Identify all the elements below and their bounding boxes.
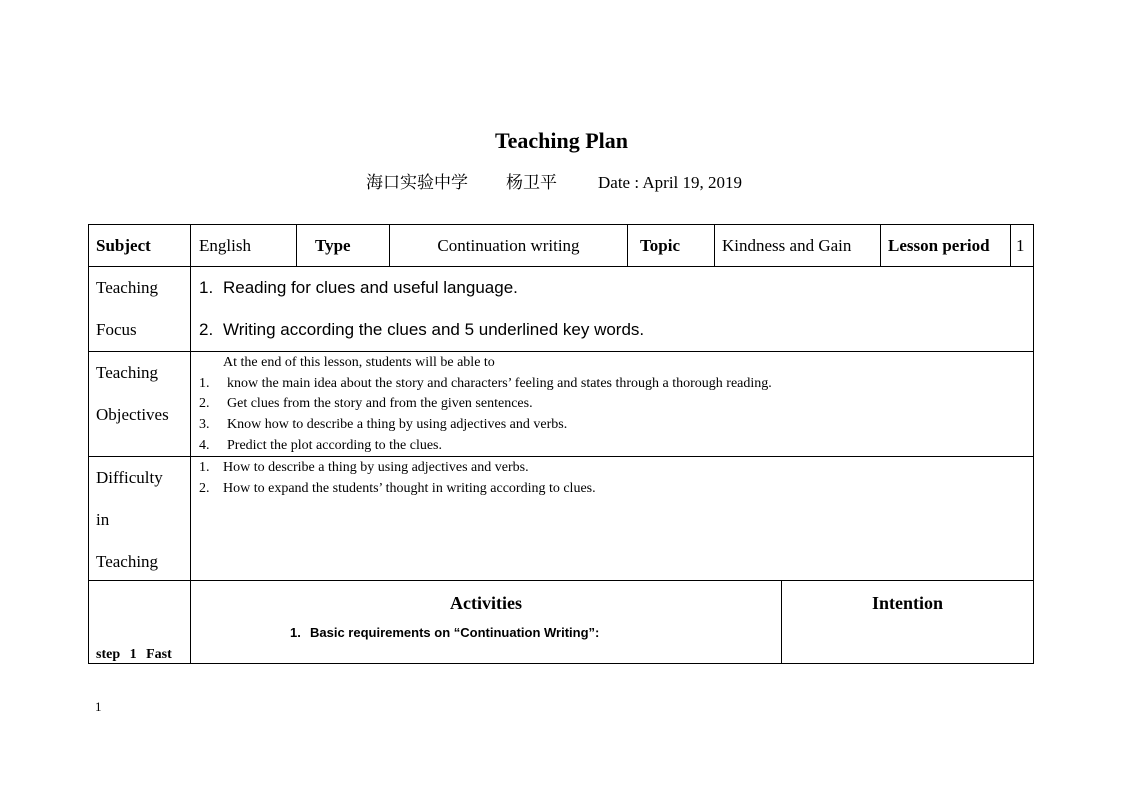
lesson-period-value: 1 — [1011, 225, 1034, 267]
item-number: 1. — [199, 460, 210, 475]
page-number: 1 — [95, 699, 102, 714]
list-item — [199, 479, 1033, 500]
label-line: Teaching — [96, 552, 159, 571]
teaching-focus-content — [191, 267, 1034, 352]
list-item — [199, 309, 1033, 351]
item-text: Basic requirements on “Continuation Writing”: — [310, 625, 600, 640]
activity-item — [290, 624, 599, 642]
objectives-intro: At the end of this lesson, students will be able to — [223, 355, 495, 370]
subject-value: English — [191, 225, 297, 267]
topic-value: Kindness and Gain — [715, 225, 881, 267]
list-item — [199, 267, 1033, 309]
item-text: Know how to describe a thing by using adjectives and verbs. — [227, 417, 568, 433]
item-number: 2. — [199, 396, 210, 412]
item-number: 2. — [199, 480, 210, 496]
item-number: 4. — [199, 437, 210, 453]
topic-label: Topic — [628, 225, 715, 267]
step-cell — [89, 581, 191, 664]
label-line: Teaching — [96, 363, 159, 382]
list-item — [199, 458, 1033, 479]
item-number: 1. — [199, 375, 210, 391]
teacher-name: 杨卫平 — [506, 173, 557, 192]
teaching-objectives-content — [191, 352, 1034, 457]
label-line: Difficulty — [96, 468, 163, 487]
item-number: 1. — [199, 278, 214, 297]
item-text: Get clues from the story and from the given sentences. — [227, 396, 533, 412]
item-text: How to expand the students’ thought in writing according to clues. — [223, 480, 596, 496]
list-item — [199, 415, 1033, 436]
intention-cell — [782, 581, 1034, 664]
item-text: Predict the plot according to the clues. — [227, 437, 442, 453]
item-text: know the main idea about the story and characters’ feeling and states through a thorough reading. — [227, 375, 772, 391]
school-name: 海口实验中学 — [366, 173, 468, 192]
teaching-plan-table — [88, 224, 1034, 664]
activities-cell — [191, 581, 782, 664]
intention-heading: Intention — [871, 593, 943, 613]
teaching-focus-label — [89, 267, 191, 352]
difficulty-content — [191, 457, 1034, 581]
subject-label: Subject — [89, 225, 191, 267]
item-text: Writing according the clues and 5 underlined key words. — [223, 320, 645, 339]
type-label: Type — [297, 225, 390, 267]
label-line: in — [96, 510, 110, 529]
teaching-objectives-label — [89, 352, 191, 457]
list-item — [199, 374, 1033, 395]
item-number: 3. — [199, 417, 210, 433]
lesson-date: Date : April 19, 2019 — [598, 173, 743, 192]
item-text: How to describe a thing by using adjectives and verbs. — [223, 460, 529, 475]
type-value: Continuation writing — [390, 225, 628, 267]
difficulty-label — [89, 457, 191, 581]
step-label: step 1 Fast — [96, 647, 172, 662]
lesson-period-label: Lesson period — [881, 225, 1011, 267]
list-item — [199, 394, 1033, 415]
item-number: 2. — [199, 320, 214, 339]
label-line: Focus — [96, 320, 137, 339]
item-text: Reading for clues and useful language. — [223, 278, 518, 297]
label-line: Objectives — [96, 405, 169, 424]
activities-heading: Activities — [450, 593, 522, 613]
list-item — [199, 436, 1033, 457]
label-line: Teaching — [96, 278, 159, 297]
document-title: Teaching Plan — [494, 128, 629, 153]
item-number: 1. — [290, 625, 301, 640]
